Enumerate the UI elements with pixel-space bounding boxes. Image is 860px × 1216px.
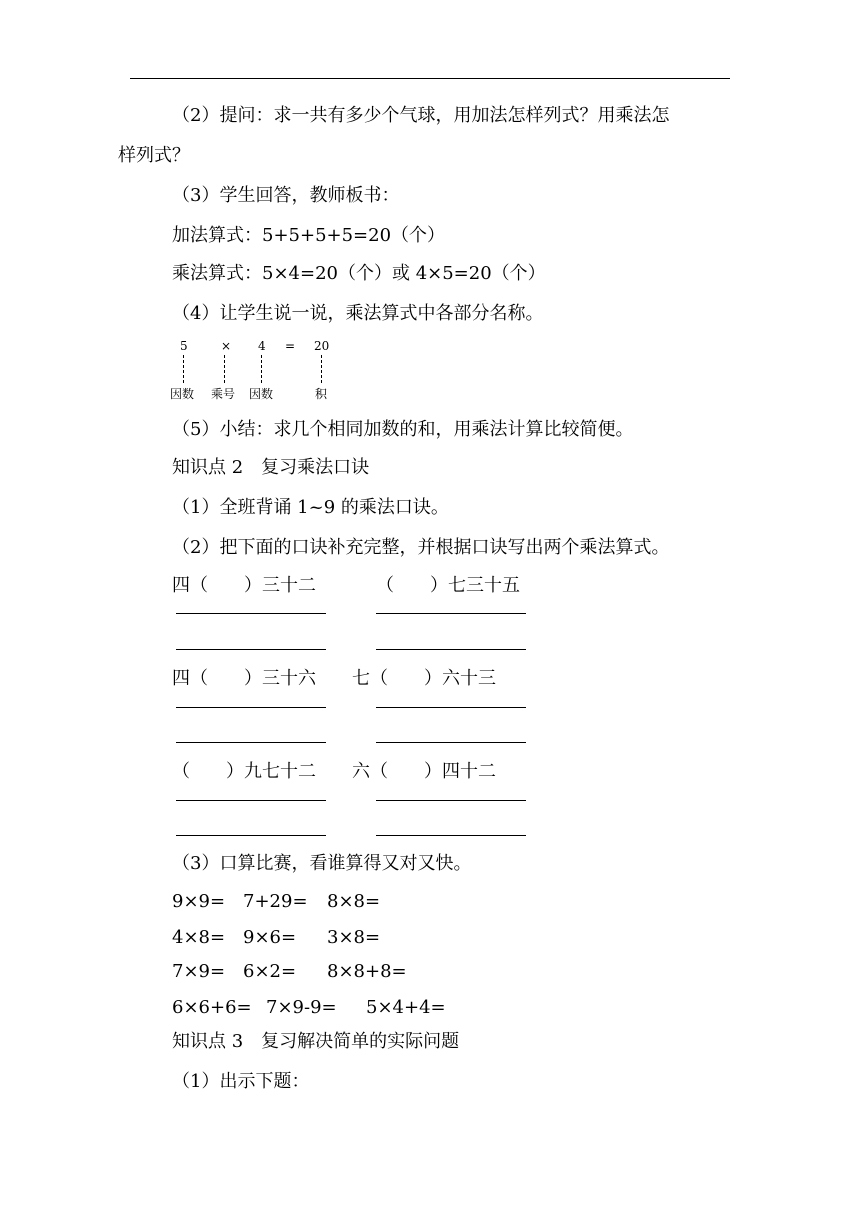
header-rule: [130, 78, 730, 79]
oral-problem: 6×6+6=: [172, 997, 252, 1018]
oral-problem: 9×9=: [172, 891, 226, 912]
question-2-line-2: 样列式？: [118, 145, 190, 166]
answer-blank[interactable]: [376, 800, 526, 801]
oral-problem: 4×8=: [172, 927, 226, 948]
diagram-label-product: 积: [315, 387, 328, 401]
answer-blank[interactable]: [376, 707, 526, 708]
answer-blank[interactable]: [176, 800, 326, 801]
answer-blank[interactable]: [176, 649, 326, 650]
question-5: （5）小结：求几个相同加数的和，用乘法计算比较简便。: [172, 419, 634, 440]
diagram-connector: [224, 355, 225, 383]
oral-problem: 9×6=: [243, 927, 297, 948]
oral-problem: 6×2=: [243, 961, 297, 982]
question-3: （3）学生回答，教师板书：: [172, 185, 400, 206]
answer-blank[interactable]: [176, 707, 326, 708]
answer-blank[interactable]: [176, 613, 326, 614]
rhyme-1-right: （ ）七三十五: [376, 575, 520, 596]
diagram-label-factor-1: 因数: [170, 387, 195, 401]
diagram-factor-2: 4: [258, 339, 266, 353]
oral-problem: 3×8=: [327, 927, 381, 948]
diagram-label-times: 乘号: [211, 387, 236, 401]
diagram-equals-sign: =: [285, 339, 296, 353]
question-4: （4）让学生说一说，乘法算式中各部分名称。: [172, 303, 544, 324]
rhyme-2-left: 四（ ）三十六: [172, 668, 316, 689]
oral-problem: 7×9-9=: [266, 997, 337, 1018]
oral-problem: 8×8+8=: [327, 961, 407, 982]
question-2-line-1: （2）提问：求一共有多少个气球，用加法怎样列式？用乘法怎: [172, 105, 670, 126]
diagram-factor-1: 5: [180, 339, 188, 353]
diagram-connector: [183, 355, 184, 383]
rhyme-3-right: 六（ ）四十二: [352, 761, 496, 782]
knowledge-point-3-heading: 知识点 3 复习解决简单的实际问题: [172, 1031, 460, 1052]
diagram-connector: [321, 355, 322, 383]
oral-problem: 8×8=: [327, 891, 381, 912]
diagram-product: 20: [314, 339, 330, 353]
knowledge-point-2-heading: 知识点 2 复习乘法口诀: [172, 457, 370, 478]
answer-blank[interactable]: [176, 742, 326, 743]
answer-blank[interactable]: [376, 613, 526, 614]
kp3-item-1: （1）出示下题：: [172, 1071, 310, 1092]
answer-blank[interactable]: [176, 835, 326, 836]
answer-blank[interactable]: [376, 649, 526, 650]
multiplication-expression: 乘法算式：5×4=20（个）或 4×5=20（个）: [172, 263, 546, 284]
oral-problem: 7×9=: [172, 961, 226, 982]
kp2-item-1: （1）全班背诵 1~9 的乘法口诀。: [172, 497, 449, 518]
addition-expression: 加法算式：5+5+5+5=20（个）: [172, 225, 446, 246]
diagram-times-sign: ×: [221, 339, 232, 353]
oral-problem: 5×4+4=: [366, 997, 446, 1018]
oral-problem: 7+29=: [243, 891, 308, 912]
rhyme-3-left: （ ）九七十二: [172, 761, 316, 782]
answer-blank[interactable]: [376, 835, 526, 836]
rhyme-2-right: 七（ ）六十三: [352, 668, 496, 689]
kp2-item-2: （2）把下面的口诀补充完整，并根据口诀写出两个乘法算式。: [172, 537, 670, 558]
kp2-item-3: （3）口算比赛，看谁算得又对又快。: [172, 853, 472, 874]
diagram-label-factor-2: 因数: [249, 387, 274, 401]
rhyme-1-left: 四（ ）三十二: [172, 575, 316, 596]
diagram-connector: [261, 355, 262, 383]
answer-blank[interactable]: [376, 742, 526, 743]
